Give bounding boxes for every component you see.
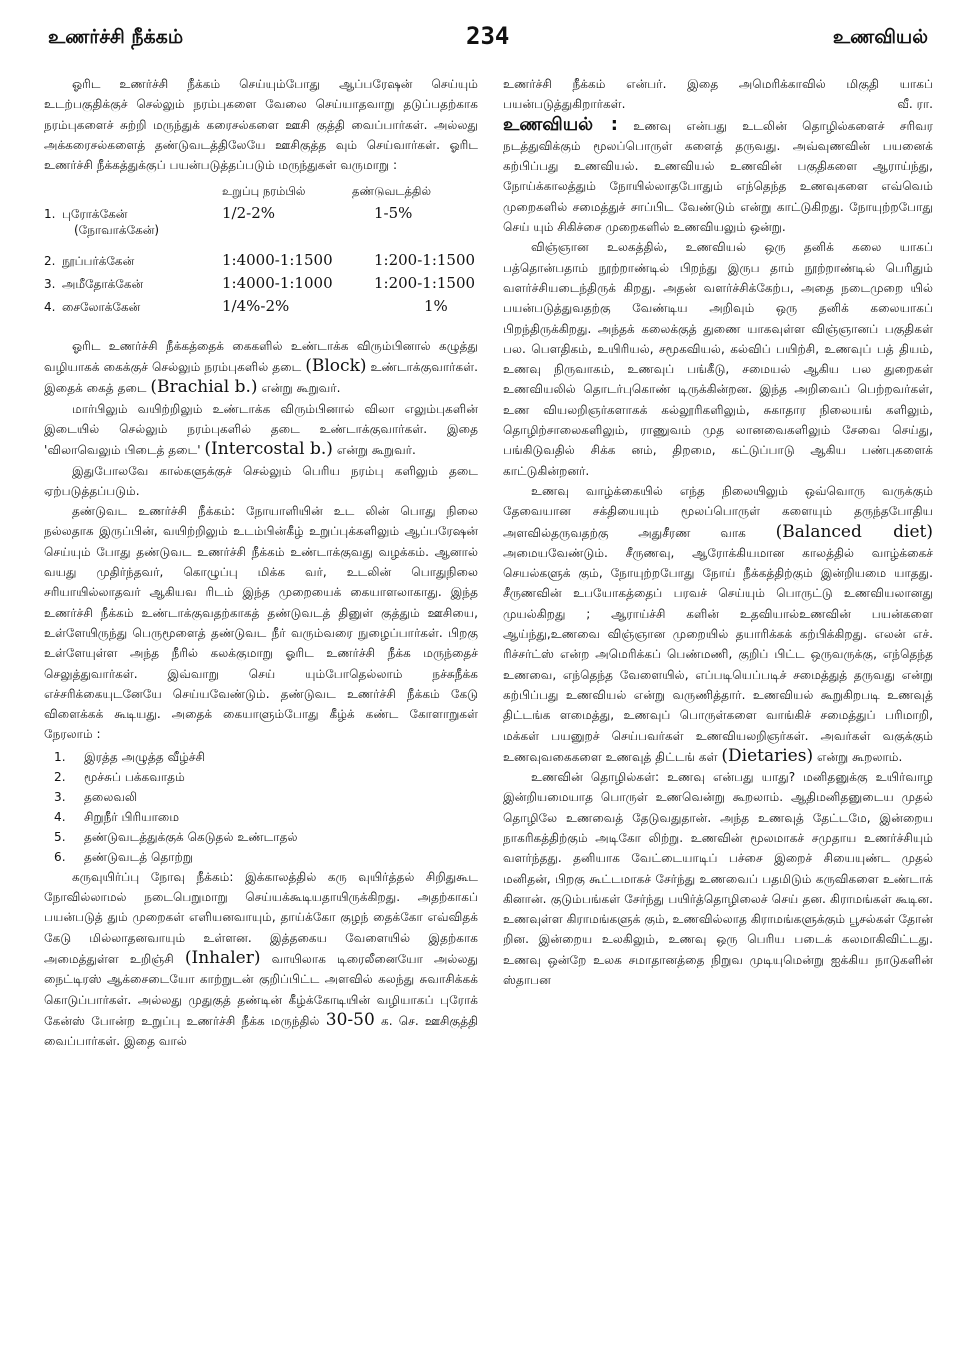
drug-name: சைலோக்கேன்	[62, 299, 141, 314]
drug-number: 4.	[44, 299, 56, 314]
list-item: 4. சிறுநீர் பிரியாமை	[54, 809, 180, 824]
drug-peripheral-value: 1:4000-1:1500	[222, 250, 333, 269]
drug-peripheral-value: 1/2-2%	[222, 203, 276, 222]
running-head-right: உணவியல்	[832, 26, 928, 48]
drug-peripheral-value: 1:4000-1:1000	[222, 273, 333, 292]
drug-table	[44, 181, 478, 317]
section-heading: உணவியல் :	[503, 113, 618, 135]
running-head-left: உணர்ச்சி நீக்கம்	[48, 26, 184, 48]
paragraph-spinal-anesthesia: தண்டுவட உணர்ச்சி நீக்கம்: நோயாளியின் உட லின் பொது நிலை நல்லதாக இருப்பின், வயிற்றிலும் உடம்பின்கீழ் உறுப்புக்களிலும் ஆப்பரேஷன் செய்யும் போது தண்டுவட உணர்ச்சி நீக்கம் உண்டாக்குவது வழக்கம். ஆனால் வயது முதிர்ந்தவர், கொழுப்பு மிக்க வர், உடலின் பொதுநிலை சரியாயில்லாதவர் ஆகியவ ரிடம் இந்த முறையைக் கையாளலாகாது. இந்த உணர்ச்சி நீக்கம் உண்டாக்குவதற்காகத் தண்டுவடத் தினுள் குத்தும் ஊசியை, உள்ளேயிருந்து பெருமூளைத் தண்டுவட நீர் வரும்வரை நுழைப்பார்கள். பிறகு உள்ளேயுள்ள அந்த நீரில் கலக்குமாறு ஓரிட உணர்ச்சி நீக்க மருந்தைச் செலுத்துவார்கள். இவ்வாறு செய் யும்போதெல்லாம் நச்சுநீக்க எச்சரிக்கையுடனேயே செய்யவேண்டும். தண்டுவட உணர்ச்சி நீக்கம் கேடு விளைக்கக் கூடியது. அதைக் கையாளும்போது கீழ்க் கண்ட கோளாறுகள் நேரலாம் :	[44, 504, 478, 742]
page-number: 234	[466, 22, 510, 50]
paragraph-dietetics-intro: உணவியல் : உணவு என்பது உடலின் தொழில்களைச் சரிவர நடத்துவிக்கும் மூலப்பொருள் களைத் தருவது. அவ்வுணவின் பயனைக் கற்பிப்பது உணவியல். உணவியல் உணவின் பகுதிகளை ஆராய்ந்து, நோய்க்காலத்தும் நோயில்லாதபோதும் எந்தெந்த உணவுகளை எவ்வெம் முறைகளில் சமைத்துச் சாப்பிட வேண்டும் என்று காட்டுகிறது. நோயுற்றபோது செய் யும் சிகிச்சை முறைகளில் உணவியலும் ஒன்று.	[503, 113, 933, 235]
drug-number: 1.	[44, 206, 56, 221]
author-initials: வீ. ரா.	[897, 97, 933, 112]
drug-peripheral-value: 1/4%-2%	[222, 296, 290, 315]
drug-name: நூப்பர்க்கேன்	[62, 253, 135, 268]
drug-number: 3.	[44, 276, 56, 291]
list-item: 5. தண்டுவடத்துக்குக் கெடுதல் உண்டாதல்	[54, 829, 298, 844]
drug-name: புரோக்கேன்	[62, 206, 128, 221]
left-column	[44, 74, 478, 1051]
list-item: 1. இரத்த அழுத்த வீழ்ச்சி	[54, 749, 206, 764]
drug-table-header	[44, 181, 478, 201]
drug-name: அமீதோக்கேன்	[62, 276, 144, 291]
col-header-spinal: தண்டுவடத்தில்	[352, 184, 432, 199]
drug-number: 2.	[44, 253, 56, 268]
right-column	[503, 74, 933, 990]
paragraph-labor-pain-relief: கருவுயிர்ப்பு நோவு நீக்கம்: இக்காலத்தில் கரு வுயிர்த்தல் சிறிதுகூட நோவில்லாமல் நடைபெறுமாறு செய்யக்கூடியதாயிருக்கிறது. அதற்காகப் பயன்படுத் தும் முறைகள் எளியனவாயும், தாய்க்கோ குழந் தைக்கோ எவ்விதக் கேடு மில்லாதனவாயும் உள்ளன. இத்தகைய வேளையில் இதற்காக அமைத்துள்ள உறிஞ்சி (Inhaler) வாயிலாக டிரைலீனையோ அல்லது நைட்டிரஸ் ஆக்சைடையோ காற்றுடன் குறிப்பிட்ட அளவில் கலந்து சுவாசிக்கக் கொடுப்பார்கள். அல்லது முதுகுத் தண்டின் கீழ்க்கோடியின் வழியாகப் புரோக் கேன்ஸ் போன்ற உறுப்பு உணர்ச்சி நீக்க மருந்தில் 30-50 க. செ. ஊசிகுத்தி வைப்பார்கள். இதை வால்	[44, 869, 478, 1049]
paragraph-brachial-block: ஓரிட உணர்ச்சி நீக்கத்தைக் கைகளில் உண்டாக்க விரும்பினால் கழுத்து வழியாகக் கைக்குச் செல்லும் நரம்புகளில் தடை (Block) உண்டாக்குவார்கள். இதைக் கைத் தடை (Brachial b.) என்று கூறுவர்.	[44, 338, 478, 398]
paragraph-continuation: உணர்ச்சி நீக்கம் என்பர். இதை அமெரிக்காவில் மிகுதி யாகப் பயன்படுத்துகிறார்கள். வீ. ரா.	[503, 74, 933, 115]
drug-row	[44, 295, 478, 318]
drug-row	[44, 249, 478, 272]
paragraph-leg-nerves: இதுபோலவே கால்களுக்குச் செல்லும் பெரிய நரம்பு களிலும் தடை ஏற்படுத்தப்படும்.	[44, 463, 478, 498]
paragraph-local-anesthesia: ஓரிட உணர்ச்சி நீக்கம் செய்யும்போது ஆப்பரேஷன் செய்யும் உடற்பகுதிக்குச் செல்லும் நரம்புகளை வேலை செய்யாதவாறு தடுப்பதற்காக நரம்புகளைச் சுற்றி மருந்துக் கரைசல்களை ஊசி குத்தி வைப்பார்கள். அல்லது அக்கரைசல்களைத் தண்டுவடத்திலேயே ஊசிகுத்த வும் செய்வார்கள். ஓரிட உணர்ச்சி நீக்கத்துக்குப் பயன்படுத்தப்படும் மருந்துகள் வருமாறு :	[44, 77, 478, 173]
paragraph-dietetics-science: விஞ்ஞான உலகத்தில், உணவியல் ஒரு தனிக் கலை யாகப் பத்தொன்பதாம் நூற்றாண்டில் பிறந்து இருப தாம் நூற்றாண்டில் பெரிதும் வளர்ச்சியடைந்திருக் கிறது. அதன் வளர்ச்சிக்கேற்ப, அதை நடைமுறை யில் பயன்படுத்துவதற்கு வேண்டிய அறிவும் ஒரு தனிக் கலையாகப் பிறந்திருக்கிறது. அந்தக் கலைக்குத் துணை யாகவுள்ள விஞ்ஞானப் பகுதிகள் பல. பௌதிகம், உயிரியல், சமூகவியல், கல்விப் பயிற்சி, உணவுப் பத் தியம், உணவு நிருவாகம், உணவுப் பங்கீடு, சமையல் ஆகிய பல துறைகள் உணவியலில் தொடர்புகொண் டிருக்கின்றன. இந்த அறிவைப் பெற்றவர்கள், உண வியலறிஞர்களாகக் கல்லூரிகளிலும், சுகாதார நிலையங் களிலும், தொழிற்சாலைகளிலும், ராணுவம் முத லானவைகளிலும் சேவை செய்து, பங்கிடுவதில் சிக்க னம், திறமை, கட்டுப்பாடு ஆகிய பண்புகளைக் காட்டுகின்றனர்.	[503, 240, 933, 478]
list-item: 3. தலைவலி	[54, 789, 138, 804]
paragraph-balanced-diet: உணவு வாழ்க்கையில் எந்த நிலையிலும் ஒவ்வொரு வருக்கும் தேவையான சக்தியையும் மூலப்பொருள் களையும் தருந்தபோதிய அளவில்தருவதற்கு அதுசீரண வாக (Balanced diet) அமையவேண்டும். சீருணவு, ஆரோக்கியமான காலத்தில் வாழ்க்கைச் செயல்களுக் கும், நோயுற்றபோது நோய் நீக்கத்திற்கும் இன்றியமை யாதது. சீருணவின் உபயோகத்தைப் பரவச் செய்யும் பொருட்டு உணவியலானது முயல்கிறது ; ஆராய்ச்சி களின் உதவியால்உணவின் பயன்களை ஆய்ந்து,உணவை விஞ்ஞான முறையில் தயாரிக்கக் கற்பிக்கிறது. எலன் எச். ரிச்சர்ட்ஸ் என்ற அமெரிக்கப் பெண்மணி, குறிப் பிட்ட ஒருவருக்கு, எந்தெந்த உணவை, எந்தெந்த வேளையில், எப்படியெப்படிச் சமைத்துத் தருவது என்று கற்பிப்பது உணவியல் என்று வருணித்தார். உணவியல் கூறுகிறபடி உணவுத் திட்டங்க ளமைத்து, உணவுப் பொருள்களை வாங்கிச் சமைத்துப் பரிமாறி, மக்கள் பயனுறச் செய்பவர்கள் உணவியலறிஞர்கள். அவர்கள் வகுக்கும் உணவுவகைகளை உணவுத் திட்டங் கள் (Dietaries) என்று கூறலாம்.	[503, 483, 933, 766]
drug-row	[44, 272, 478, 295]
list-item: 6. தண்டுவடத் தொற்று	[54, 849, 193, 864]
paragraph-functions-of-food: உணவின் தொழில்கள்: உணவு என்பது யாது? மனிதனுக்கு உயிர்வாழ இன்றியமையாத பொருள் உணவென்று கூறலாம். ஆதிமனிதனுடைய முதல் தொழிலே உணவைத் தேடுவதுதான். அந்த உணவுத் தேட்டமே, இன்றைய நாகரிகத்திற்கும் அடிகோ லிற்று. உணவின் மூலமாகச் சமுதாய உணர்ச்சியும் வளர்ந்தது. தனியாக வேட்டையாடிப் பச்சை இறைச் சியையுண்ட முதல் மனிதன், பிறகு கூட்டமாகச் சேர்ந்து உணவைப் பதமிடும் கருவிகளை உண்டாக் கினான். குடும்பங்கள் சேர்ந்து பயிர்த்தொழிலைச் செய் தன. கிராமங்கள் கூடின. உணவுள்ள கிராமங்களுக் கும், உணவில்லாத கிராமங்களுக்கும் பூசல்கள் தோன் றின. இன்றைய உலகிலும், உணவு ஒரு பெரிய படைக் கலமாகிவிட்டது. உணவு ஒன்றே உலக சமாதானத்தை நிறுவ முடியுமென்று ஐக்கிய நாடுகளின் ஸ்தாபன	[503, 770, 933, 988]
drug-alt-name: (நோவாக்கேன்)	[74, 222, 160, 237]
drug-spinal-value: 1%	[424, 296, 448, 315]
drug-spinal-value: 1:200-1:1500	[374, 273, 476, 292]
col-header-peripheral: உறுப்பு நரம்பில்	[222, 184, 306, 199]
list-item: 2. மூச்சுப் பக்கவாதம்	[54, 769, 185, 784]
drug-spinal-value: 1:200-1:1500	[374, 250, 476, 269]
complication-list	[44, 747, 478, 867]
drug-spinal-value: 1-5%	[374, 203, 413, 222]
paragraph-intercostal-block: மார்பிலும் வயிற்றிலும் உண்டாக்க விரும்பினால் விலா எலும்புகளின் இடையில் செல்லும் நரம்புகளில் தடை உண்டாக்குவார்கள். இதை 'விலாவெலும் பிடைத் தடை' (Intercostal b.) என்று கூறுவர்.	[44, 401, 478, 460]
